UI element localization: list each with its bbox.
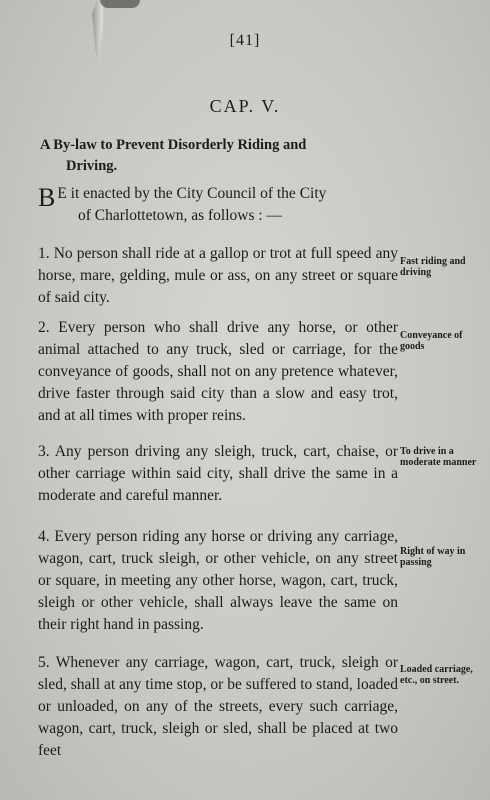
page-number: [41] <box>229 32 261 49</box>
drop-capital: B <box>38 183 56 212</box>
enactment-clause <box>38 183 398 227</box>
margin-note-2: Conveyance of goods <box>400 330 463 352</box>
section-1: 1. No person shall ride at a gallop or trot at full speed any horse, mare, gelding, mule or ass, on any street or square of said city. <box>38 245 398 306</box>
section-5: 5. Whenever any carriage, wagon, cart, truck, sleigh or sled, shall at any time stop, or be suffered to stand, loaded or unloaded, on any of the streets, every such carriage, wagon, cart, truck, sleigh or sled, shall be placed at two feet <box>38 654 398 759</box>
section-3: 3. Any person driving any sleigh, truck, cart, chaise, or other carriage within said city, shall drive the same in a moderate and careful manner. <box>38 443 398 504</box>
margin-note-1: Fast riding and driving <box>400 256 466 278</box>
margin-note-4: Right of way in passing <box>400 546 466 568</box>
page-corner-shadow <box>100 0 140 8</box>
enactment-line1: E it enacted by the City Council of the City <box>57 185 327 202</box>
enactment-line2: of Charlottetown, as follows : — <box>78 207 283 224</box>
margin-note-5: Loaded carriage, etc., on street. <box>400 664 473 686</box>
chapter-heading: CAP. V. <box>209 96 281 116</box>
section-4: 4. Every person riding any horse or driving any carriage, wagon, cart, truck sleigh, or other vehicle, on any street or square, in meeting any other horse, wagon, cart, truck, sleigh or other vehicle, shall always leave the same on their right hand in passing. <box>38 528 398 633</box>
bylaw-title-line1: A By-law to Prevent Disorderly Riding and <box>40 137 307 153</box>
section-2: 2. Every person who shall drive any horse, or other animal attached to any truck, sled or carriage, for the conveyance of goods, shall not on any pretence whatever, drive faster through said city than a slow and easy trot, and at all times with proper reins. <box>38 319 398 424</box>
bylaw-title-line2: Driving. <box>66 158 118 174</box>
bylaw-title <box>40 135 380 177</box>
margin-note-3: To drive in a moderate manner <box>400 446 477 468</box>
